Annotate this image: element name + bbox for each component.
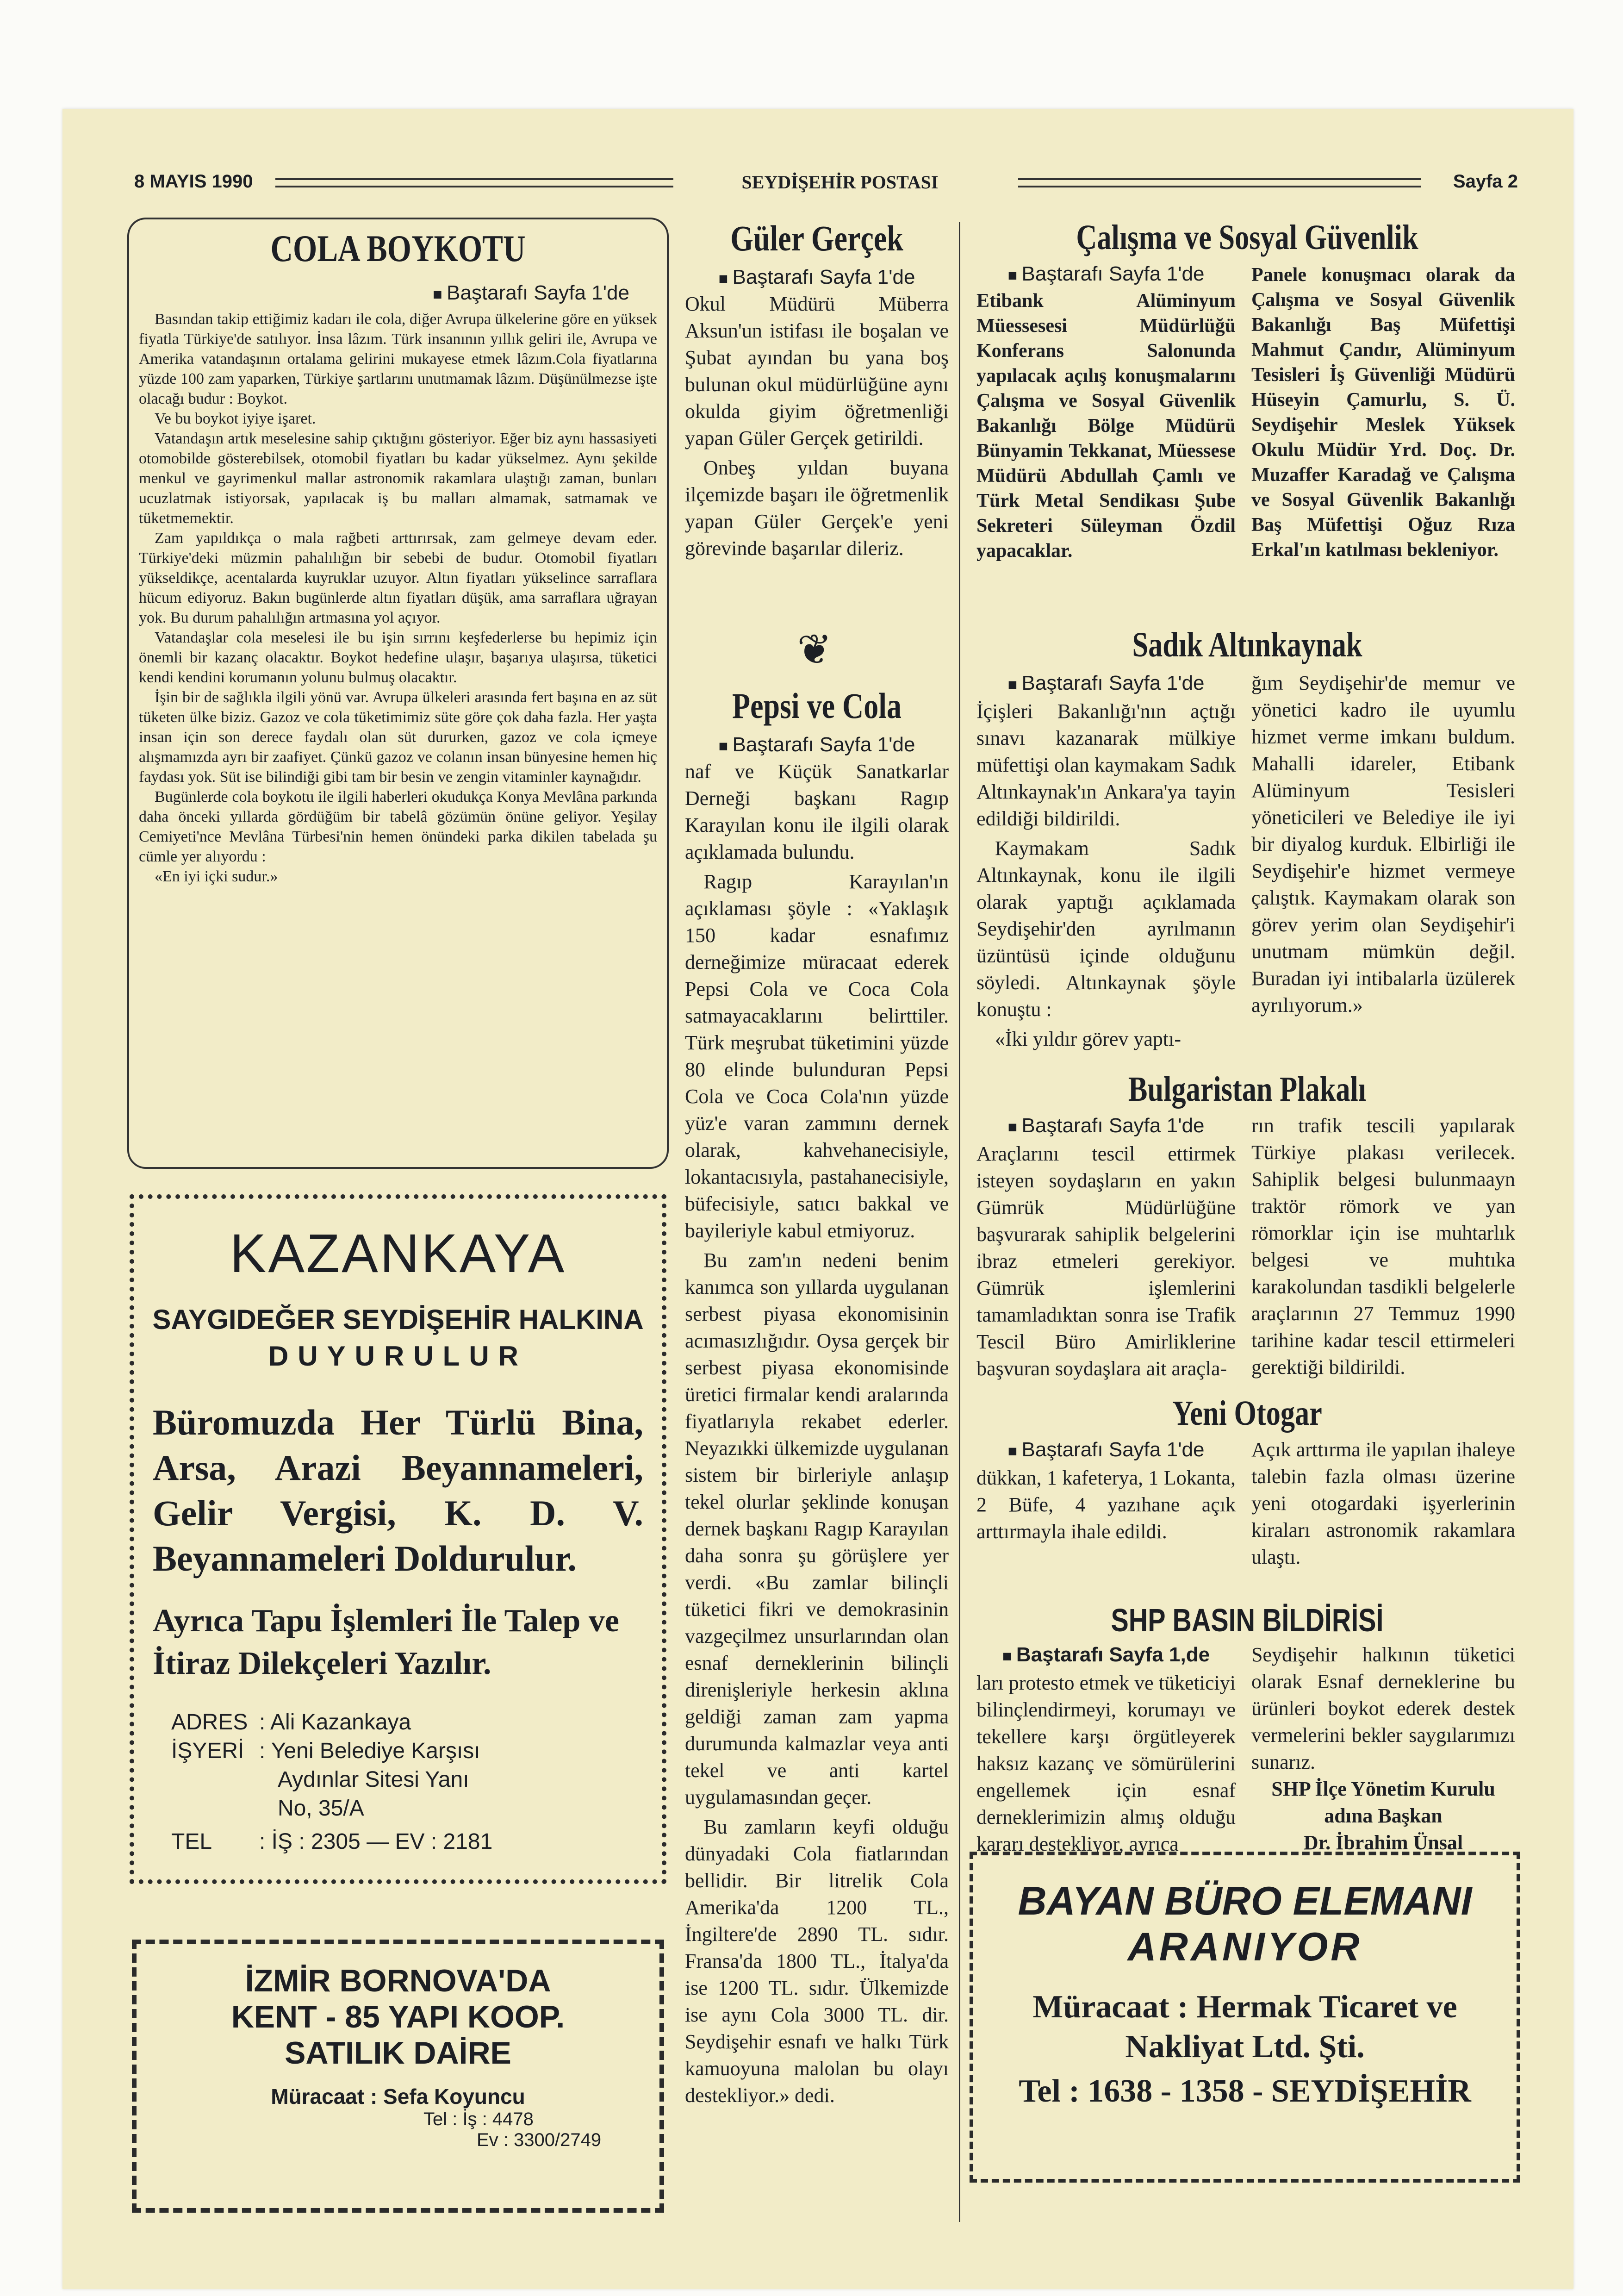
ad-announce: DUYURULUR [268,1341,528,1372]
article-body-left: Araçlarını tescil ettirmek isteyen soydaşların en yakın Gümrük Müdürlüğüne başvurarak sahiplik belgelerini ibraz etmeleri gerekiyor. Gümrük işlemlerini tamamladıktan sonra ise Trafik Tescil Büro Amirliklerine başvuran soydaşlara ait araçla- [976,1142,1236,1380]
article-body-right: Seydişehir halkının tüketici olarak Esnaf derneklerine bu ürünleri boykot ederek destek vermelerini bekler saygılarımızı sunarız. [1251,1643,1515,1773]
continued-from: ■ Baştarafı Sayfa 1'de [139,281,629,305]
kazankaya-ad [130,1194,666,1884]
continued-from: ■ Baştarafı Sayfa 1'de [685,266,949,289]
pepsi-cola-article [685,685,949,2112]
ad-coop: KENT - 85 YAPI KOOP. [231,1999,565,2034]
sadik-article: Sadık Altınkaynak ■ Baştarafı Sayfa 1'de İçişleri Bakanlığı'nın açtığı sınavı kazanarak mülkiye müfettişi olan kaymakam Sadık Altınkaynak'ın Ankara'ya tayin edildiği bildirildi. Kaymakam Sadık Altınkaynak, konu ile ilgili olarak yaptığı açıklamada Seydişehir'den ayrılmanın üzüntüsü içinde olduğunu söyledi. Altınkaynak şöyle konuştu : «İki yıldır görev yaptı- ğım Seydişehir'de memur ve yönetici kadro ile uyumlu hizmet verme imkanı buldum. Mahalli idareler, Etibank Alüminyum Tesisleri yöneticileri ve Belediye ile iyi bir diyalog kurduk. Elbirliği ile Seydişehir'e hizmet vermeye çalıştık. Kaymakam olarak son görev yerim olan Seydişehir'i unutmam mümkün değil. Buradan iyi intibalarla üzülerek ayrılıyorum.» [976,625,1518,1055]
bulgaristan-article [976,1069,1518,1382]
article-body: Okul Müdürü Müberra Aksun'un istifası ile boşalan ve Şubat ayından bu yana boş bulunan okul müdürlüğüne aynı okulda giyim öğretmenliği yapan Güler Gerçek getirildi. Onbeş yıldan buyana ilçemizde başarı ile öğretmenlik yapan Güler Gerçek'e yeni görevinde başarılar dileriz. [685,293,949,560]
signature-title: adına Başkan [1324,1804,1443,1827]
ad-contact: ADRES : Ali Kazankaya İŞYERİ : Yeni Belediye Karşısı Aydınlar Sitesi Yanı No, 35/A TEL : İŞ : 2305 — EV : 2181 [171,1710,493,1854]
ad-tel: Tel : 1638 - 1358 - SEYDİŞEHİR [1019,2073,1471,2109]
ornament-icon: ❦ [797,627,832,673]
shp-article [976,1602,1518,1858]
newspaper-name: SEYDİŞEHİR POSTASI [741,172,939,193]
ad-location: İZMİR BORNOVA'DA [245,1963,551,1998]
bayan-buro-ad [970,1852,1520,2183]
continued-from: ■ Baştarafı Sayfa 1'de [976,1112,1236,1141]
ad-offer: SATILIK DAİRE [285,2035,511,2071]
continued-from: ■ Baştarafı Sayfa 1,de [976,1641,1236,1670]
article-body: Basından takip ettiğimiz kadarı ile cola, diğer Avrupa ülkelerine göre en yüksek fiyatla Türkiye'de satılıyor. İnsa lâzım. Türk insanının yıllık geliri ile, Avrupa ve Amerika vatandaşının ortalama gelirini mukayese etmek lâzım.Cola fiyatlarına yüzde 100 zam yaparken, Türkiye şartlarını unutmamak lâzım. Düşünülmezse işte olacağı budur : Boykot. Ve bu boykot iyiye işaret. Vatandaşın artık meselesine sahip çıktığını gösteriyor. Eğer biz aynı hassasiyeti otomobilde gösterebilsek, otomobil fiyatları bu kadar yükselmez. Aynı şekilde menkul ve gayrimenkul mallar astronomik rakamlara ulaştığı zaman, bunları ucuzlatmak istiyorsak, yapılacak iş bu malları almamak, satmamak ve tüketmemektir. Zam yapıldıkça o mala rağbeti arttırırsak, zam gelmeye devam eder. Türkiye'deki müzmin pahalılığın bir sebebi de budur. Otomobil fiyatları yükseldikçe, acentalarda kuyruklar uzuyor. Altın fiyatları yükselince sarraflara hücum ediyoruz. Bakın bugünlerde altın fiyatları düşük, ama sarraflara uğrayan yok. Bu durum pahalılığın artmasına yol açıyor. Vatandaşlar cola meselesi ile bu işin sırrını keşfederlerse bu hepimiz için önemli bir kazanç olacaktır. Boykot hedefine ulaşır, başarıya ulaşırsa, tüketici kendi kendini korumanın yolunu bulmuş olacaktır. İşin bir de sağlıkla ilgili yönü var. Avrupa ülkeleri arasında fert başına en az süt tüketen ülke biziz. Gazoz ve cola tüketimimiz süte göre çok daha fazla. Her yaşta insan için son derece faydalı olan süt dururken, gazoz ve cola içmeye alışmamızda ayrı bir zaafiyet. Çünkü gazoz ve colanın insan bünyesine hemen hiç faydası yok. Süt ise bilindiği gibi tam bir besin ve zengin vitaminler kaynağıdır. Bugünlerde cola boykotu ile ilgili haberleri okudukça Konya Mevlâna parkında daha önceki yıllarda gördüğüm bir tabelâ gözümün önüne geliyor. Yeşilay Cemiyeti'nce Mevlâna Türbesi'nin hemen önündeki parka dikilen tabelada şu cümle yer alıyordu : «En iyi içki sudur.» [139,311,657,885]
article-title: SHP BASIN BİLDİRİSİ [1111,1602,1384,1638]
ad-company: Nakliyat Ltd. Şti. [1125,2029,1365,2065]
article-title: COLA BOYKOTU [270,227,526,269]
ad-services-extra: Ayrıca Tapu İşlemleri İle Talep ve İtiraz Dilekçeleri Yazılır. [153,1603,619,1681]
ad-contact: Müracaat : Hermak Ticaret ve [1032,1989,1457,2025]
article-body: naf ve Küçük Sanatkarlar Derneği başkanı Ragıp Karayılan konu ile ilgili olarak açıklamada bulundu. Ragıp Karayılan'ın açıklaması şöyle : «Yaklaşık 150 kadar esnafımız derneğimize müracaat ederek Pepsi Cola ve Coca Cola satmayacaklarını belirttiler. Türk meşrubat tüketimini yüzde 80 elinde bulunduran Pepsi Cola ve Coca Cola'nın yüzde yüz'e varan zammını dernek olarak, kahvehanecisiyle, lokantacısıyla, pastahanecisiyle, büfecisiyle, satıcı bakkal ve bayileriyle kabul etmiyoruz. Bu zam'ın nedeni benim kanımca son yıllarda uygulanan serbest piyasa ekonomisinin acımasızlığıdır. Oysa gerçek bir serbest piyasa ekonomisinde üretici firmalar kendi aralarında fiyatlarıyla rekabet ederler. Neyazıkki ülkemizde uygulanan sistem bir birleriyle anlaşıp tekel olurlar şeklinde konuşan dernek başkanı Ragıp Karayılan daha sonra şu görüşlere yer verdi. «Bu zamlar bilinçli tüketici fikri ve demokrasinin vazgeçilmez unsurlarından olan esnaf derneklerinin bilinçli direnişleriyle herkesin aklına geldiği zaman zam yapma durumunda kalmazlar veya anti tekel ve anti kartel uygulamasından geçer. Bu zamların keyfi olduğu dünyadaki Cola fiatlarından bellidir. Bir litrelik Cola Amerika'da 1200 TL., İngiltere'de 2890 TL. sıdır. Fransa'da 1800 TL., İtalya'da ise 1200 TL. sıdır. Ülkemizde ise aynı Cola 3000 TL. dir. Seydişehir esnafı ve halkı Türk kamuoyuna malolan bu olayı destekliyor.» dedi. [685,760,949,2107]
header-rule-right [1018,178,1421,187]
header-rule-left [275,178,673,187]
article-body-right: Açık arttırma ile yapılan ihaleye talebin fazla olması üzerine yeni otogardaki işyerlerinin kiraları astronomik rakamlara ulaştı. [1251,1438,1515,1568]
signature-org: SHP İlçe Yönetim Kurulu [1271,1778,1495,1800]
ad-subtitle: SAYGIDEĞER SEYDİŞEHİR HALKINA [152,1304,644,1335]
issue-date: 8 MAYIS 1990 [134,171,253,192]
article-body-left: İçişleri Bakanlığı'nın açtığı sınavı kazanarak mülkiye müfettişi olan kaymakam Sadık Altınkaynak'ın Ankara'ya tayin edildiği bildirildi. [976,700,1236,830]
article-title: Yeni Otogar [1172,1394,1322,1433]
ad-tel-home: Ev : 3300/2749 [477,2130,602,2150]
article-title: Pepsi ve Cola [732,686,902,726]
article-body-right: rın trafik tescili yapılarak Türkiye plakası verilecek. Sahiplik belgesi bulunmaayn traktör römork ve yan römorklar için ise muhtarlık belgesi ve muhtıka karakolundan tasdikli belgelerle araçlarının 27 Temmuz 1990 tarihine kadar tescil ettirmeleri gerektiği bildirildi. [1251,1114,1515,1379]
article-title: Çalışma ve Sosyal Güvenlik [1076,218,1418,257]
article-title: Güler Gerçek [730,218,903,258]
ad-services: Büromuzda Her Türlü Bina, Arsa, Arazi Beyannameleri, Gelir Vergisi, K. D. V. Beyannameleri Doldurulur. [153,1402,643,1578]
ad-contact: Müracaat : Sefa Koyuncu [271,2084,525,2109]
ad-company-name: KAZANKAYA [230,1223,566,1284]
izmir-ad [132,1940,664,2213]
continued-from: ■ Baştarafı Sayfa 1'de [976,262,1236,286]
article-body-left: Etibank Alüminyum Müessesesi Müdürlüğü Konferans Salonunda yapılacak açılış konuşmalarını Çalışma ve Sosyal Güvenlik Bakanlığı Bölge Müdürü Bünyamin Tekkanat, Müessese Müdürü Abdullah Çamlı ve Türk Metal Sendikası Şube Sekreteri Süleyman Özdil yapacaklar. [976,290,1236,562]
article-body-right: ğım Seydişehir'de memur ve yönetici kadro ile uyumlu hizmet verme imkanı buldum. Mahalli idareler, Etibank Alüminyum Tesisleri yöneticileri ve Belediye ile iyi bir diyalog kurduk. Elbirliği ile Seydişehir'e hizmet vermeye çalıştık. Kaymakam olarak son görev yerim olan Seydişehir'i unutmam mümkün değil. Buradan iyi intibalarla üzülerek ayrılıyorum.» [1251,672,1515,1017]
continued-from: ■ Baştarafı Sayfa 1'de [976,670,1236,698]
article-title: Bulgaristan Plakalı [1128,1070,1367,1109]
ad-headline-2: ARANIYOR [1127,1925,1362,1969]
ad-tel-work: Tel : İş : 4478 [423,2109,534,2129]
continued-from: ■ Baştarafı Sayfa 1'de [685,733,949,756]
cola-boykotu-article [139,227,657,886]
column-divider [959,222,960,2222]
article-title: Sadık Altınkaynak [1132,625,1362,664]
calisma-article [976,218,1518,563]
article-body-right: Panele konuşmacı olarak da Çalışma ve Sosyal Güvenlik Bakanlığı Baş Müfettişi Mahmut Çandır, Alüminyum Tesisleri İş Güvenliği Müdürü Hüseyin Çamurlu, S. Ü. Seydişehir Meslek Yüksek Okulu Müdür Yrd. Doç. Dr. Muzaffer Karadağ ve Çalışma ve Sosyal Güvenlik Bakanlığı Baş Müfettişi Oğuz Rıza Erkal'ın katılması bekleniyor. [1251,264,1515,561]
continued-from: ■ Baştarafı Sayfa 1'de [976,1436,1236,1465]
signature-name: Dr. İbrahim Ünsal [1303,1831,1463,1854]
page-number: Sayfa 2 [1453,171,1518,192]
guler-gercek-article [685,218,949,565]
article-body-left: ları protesto etmek ve tüketiciyi bilinçlendirmeyi, korumayı ve tekellere karşı örgütleyerek haksız kazanç ve sömürülerini engellemek için esnaf derneklerimizin almış olduğu kararı destekliyor, ayrıca [976,1672,1236,1855]
ad-headline: BAYAN BÜRO ELEMANI [1018,1879,1472,1923]
article-body-left: dükkan, 1 kafeterya, 1 Lokanta, 2 Büfe, 4 yazıhane açık arttırmayla ihale edildi. [976,1466,1236,1543]
otogar-article [976,1393,1518,1571]
